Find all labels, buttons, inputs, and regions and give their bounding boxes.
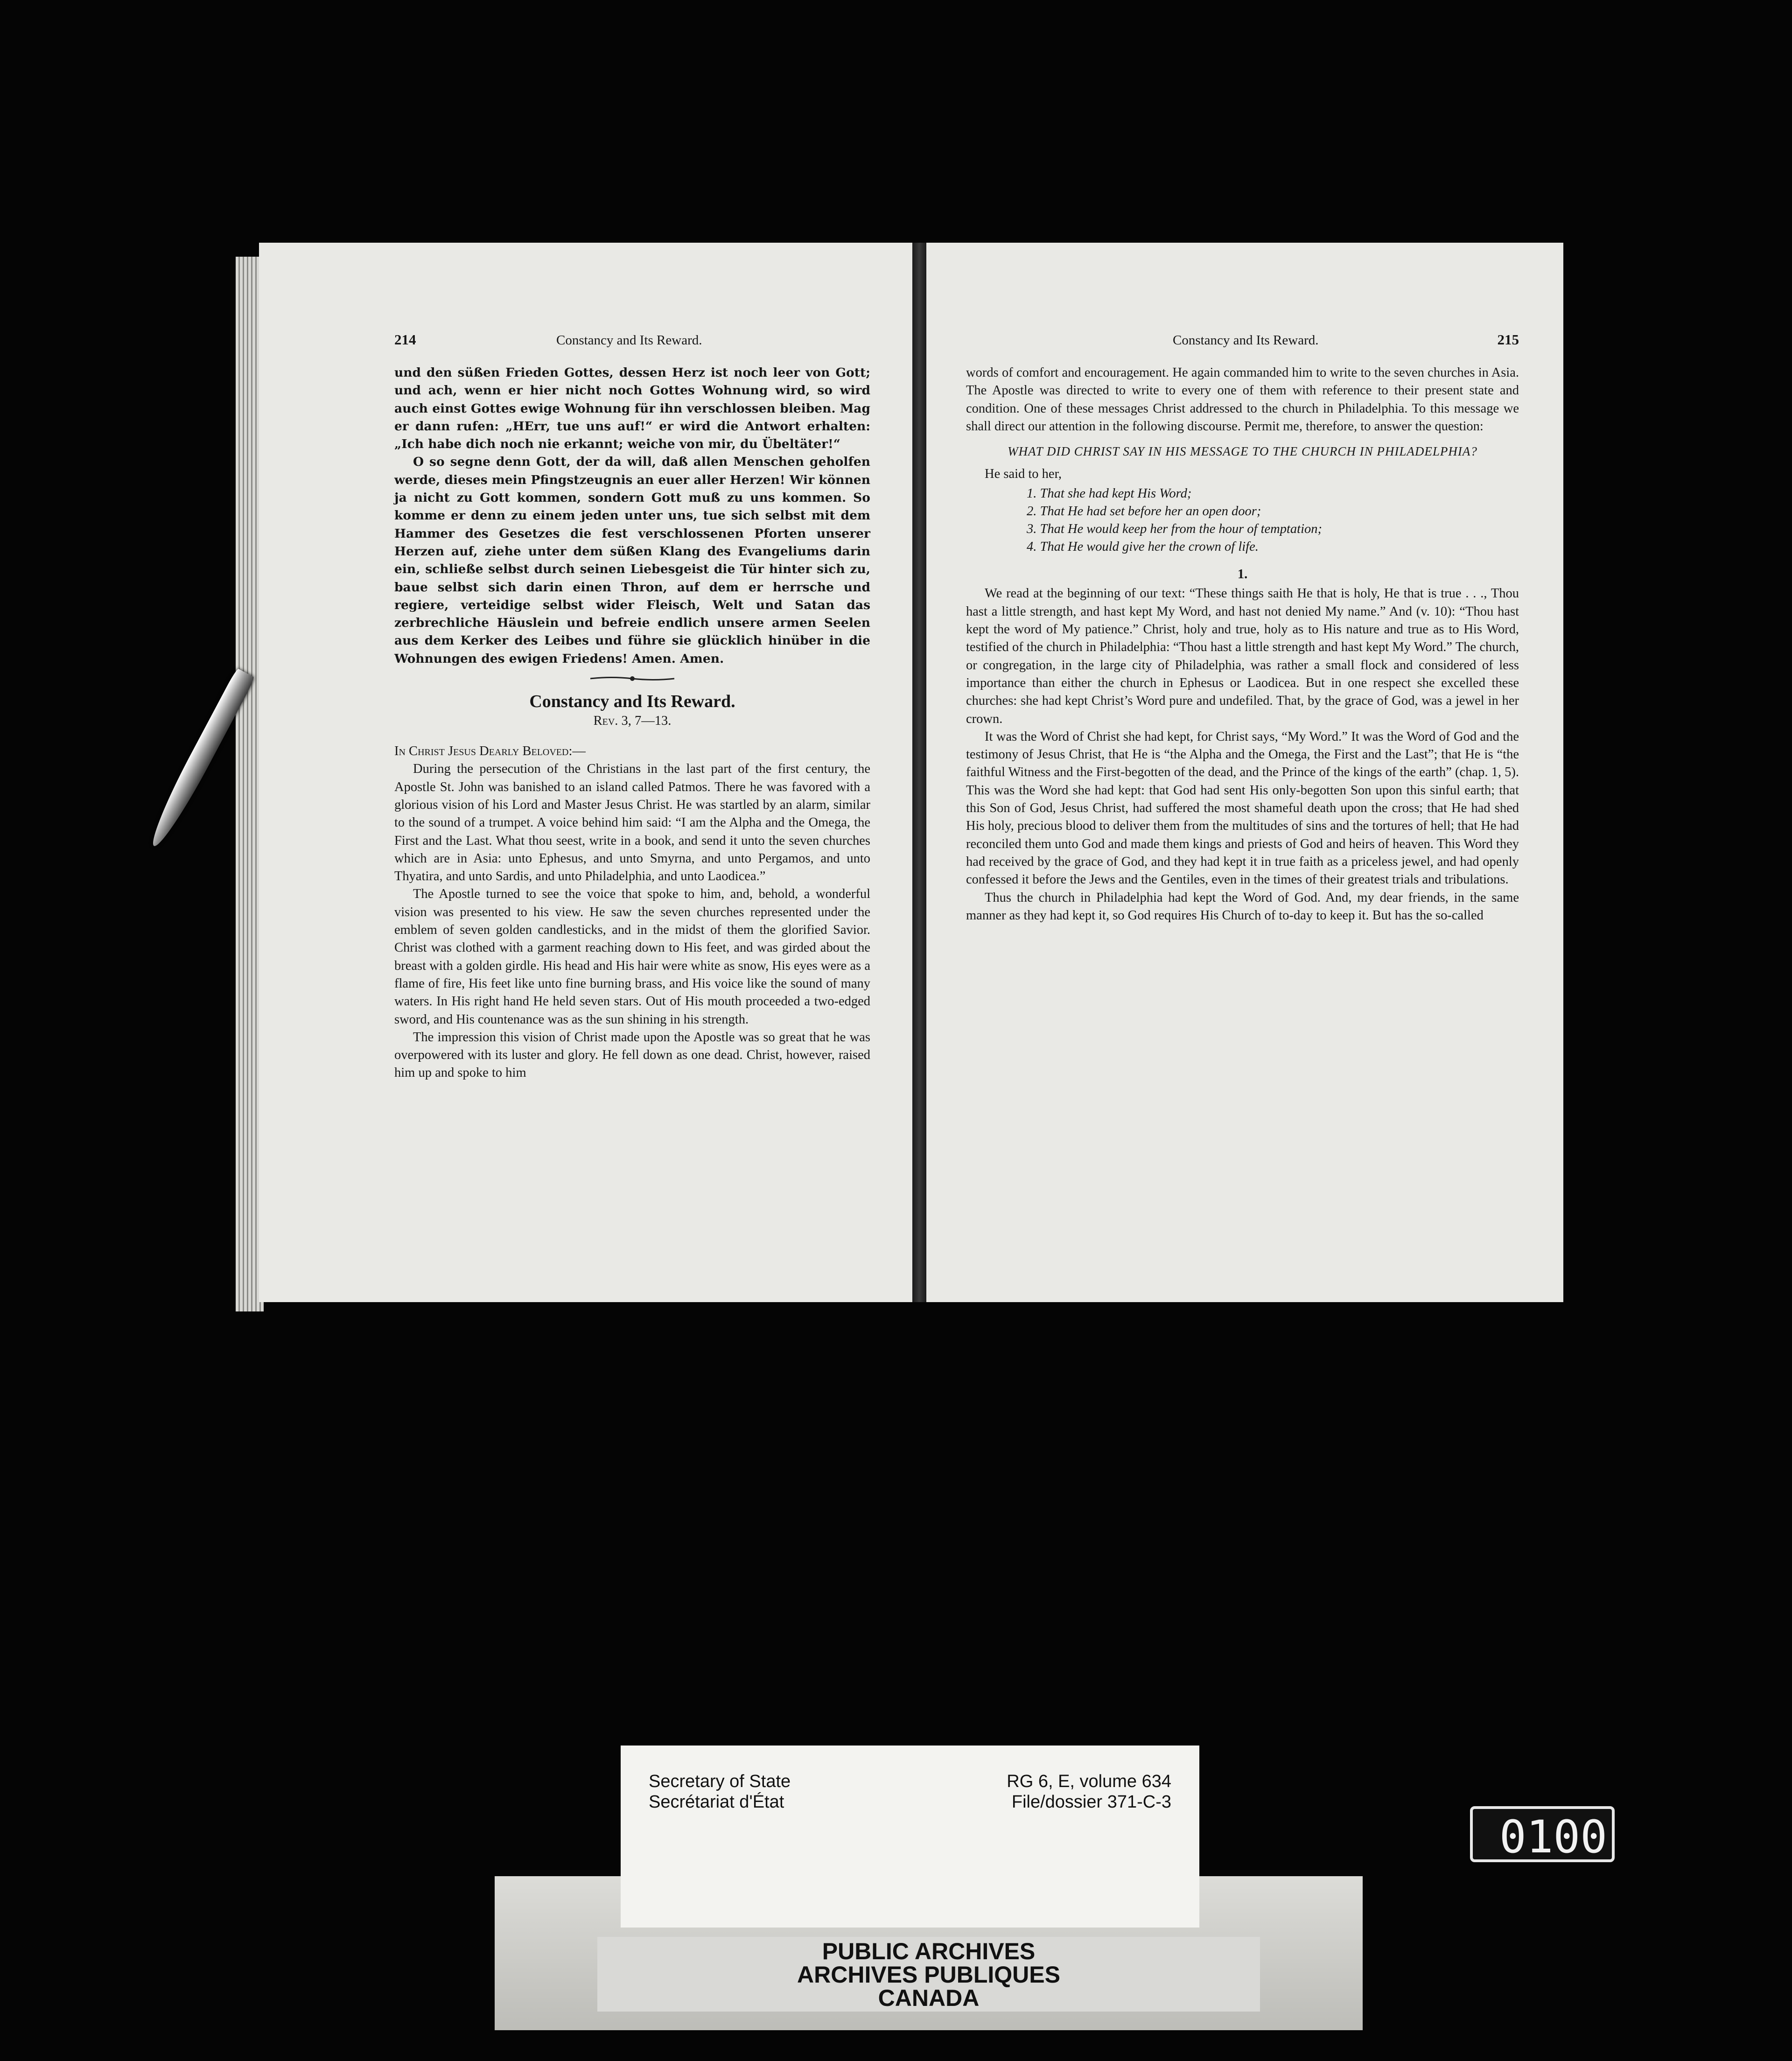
sermon-paragraph-6: It was the Word of Christ she had kept, for Christ says, “My Word.” It was the Word of God and the testimony of Jesus Christ, that He is “the Alpha and the Omega, the First and the Last”; that He is “the faithful Witness and the First-begotten of the dead, and the Prince of the kings of the earth” (chap. 1, 5). This was the Word she had kept: that God had sent His only-begotten Son upon this sinful earth; that this Son of God, Jesus Christ, had suffered the most shameful death upon the cross; that He had shed His holy, precious blood to deliver them from the multitudes of sins and the tortures of hell; that He had reconciled them unto God and made them kings and priests of God and heirs of heaven. This Word they had received by the grace of God, and they had kept it in true faith as a priceless jewel, and had openly confessed it before the Jews and the Gentiles, even in the times of their greatest trials and tribulations. — [966, 729, 1519, 887]
sermon-point: 3. That He would keep her from the hour of temptation; — [1027, 522, 1322, 537]
open-book — [236, 243, 1563, 1316]
section-title: Constancy and Its Reward. — [529, 692, 735, 712]
right-running-head — [966, 331, 1519, 348]
german-paragraph-2: O so segne denn Gott, der da will, daß allen Menschen geholfen werde, dieses mein Pfingstzeugnis an euer aller Herzen! Wir können ja nicht zu Gott kommen, sondern Gott muß zu uns kommen. So komme er denn zu einem jeden unter uns, tue sich selbst mit dem Hammer des Gesetzes die fest verschlossenen Pforten unserer Herzen auf, ziehe unter dem süßen Klang des Evangeliums darin ein, schließe selbst durch seinen Liebesgeist die Tür hinter sich zu, baue selbst sich darin einen Thron, auf dem er herrsche und regiere, verteidige selbst wider Fleisch, Welt und Satan das zerbrechliche Häuslein und befreie endlich unsere armen Seelen aus dem Kerker des Leibes und führe sie glücklich hinüber in die Wohnungen des ewigen Friedens! Amen. Amen. — [394, 455, 870, 666]
label-file: File/dossier 371-C-3 — [1011, 1792, 1171, 1812]
sermon-points — [1027, 485, 1519, 556]
scripture-reference: Rev. 3, 7—13. — [593, 714, 672, 729]
label-right — [1007, 1771, 1171, 1812]
running-head-right: Constancy and Its Reward. — [1173, 333, 1319, 348]
sermon-question: WHAT DID CHRIST SAY IN HIS MESSAGE TO THE CHURCH IN PHILADELPHIA? — [1008, 444, 1477, 459]
book-gutter — [912, 243, 926, 1302]
page-number-right: 215 — [1497, 331, 1519, 348]
page-number-left: 214 — [394, 331, 416, 348]
sermon-paragraph-3: The impression this vision of Christ made upon the Apostle was so great that he was overpowered with its luster and glory. He fell down as one dead. Christ, however, raised him up and spoke to him — [394, 1030, 870, 1080]
label-dept-fr: Secrétariat d'État — [649, 1792, 784, 1812]
stamp-line-2: ARCHIVES PUBLIQUES — [797, 1962, 1060, 1988]
label-dept-en: Secretary of State — [649, 1772, 791, 1791]
right-page — [926, 243, 1563, 1302]
part-number: 1. — [1237, 567, 1248, 582]
sermon-paragraph-5: We read at the beginning of our text: “These things saith He that is holy, He that is true . . ., Thou hast a little strength, and hast kept My Word, and hast not denied My name.” And (v. 10): “Thou hast kept the word of My patience.” Christ, holy and true, holy as to His nature and true as to His Word, testified of the church in Philadelphia: “Thou hast a little strength and hast kept My Word.” The church, or congregation, in the large city of Philadelphia, was rather a small flock and considered of less importance than either the church in Ephesus or Laodicea. But in one respect she excelled these churches: she had kept Christ’s Word pure and undefiled. That, by the grace of God, was a jewel in her crown. — [966, 586, 1519, 726]
salutation: In Christ Jesus Dearly Beloved:— — [394, 744, 586, 759]
sermon-point: 4. That He would give her the crown of life. — [1027, 540, 1259, 554]
stamp-line-1: PUBLIC ARCHIVES — [822, 1938, 1036, 1964]
sermon-paragraph-4: words of comfort and encouragement. He again commanded him to write to the seven churches in Asia. The Apostle was directed to write to every one of them with reference to their present state and condition. One of these messages Christ addressed to the church in Philadelphia. To this message we shall direct our attention in the following discourse. Permit me, therefore, to answer the question: — [966, 365, 1519, 434]
archive-stamp — [597, 1937, 1260, 2012]
left-running-head — [394, 331, 870, 348]
sermon-point: 1. That she had kept His Word; — [1027, 486, 1192, 501]
label-volume: RG 6, E, volume 634 — [1007, 1772, 1171, 1791]
sermon-paragraph-7: Thus the church in Philadelphia had kept the Word of God. And, my dear friends, in the same manner as they had kept it, so God requires His Church of to-day to keep it. But has the so-called — [966, 890, 1519, 923]
sermon-paragraph-1: During the persecution of the Christians in the last part of the first century, the Apostle St. John was banished to an island called Patmos. There he was favored with a glorious vision of his Lord and Master Jesus Christ. He was startled by an alarm, similar to the sound of a trumpet. A voice behind him said: “I am the Alpha and the Omega, the First and the Last. What thou seest, write in a book, and send it unto the seven churches which are in Asia: unto Ephesus, and unto Smyrna, and unto Pergamos, and unto Thyatira, and unto Sardis, and unto Philadelphia, and unto Laodicea.” — [394, 762, 870, 884]
left-page — [259, 243, 912, 1302]
sermon-point: 2. That He had set before her an open door; — [1027, 504, 1261, 519]
running-head-left: Constancy and Its Reward. — [556, 333, 702, 348]
stamp-line-3: CANADA — [878, 1985, 980, 2011]
ornament-divider — [590, 675, 674, 682]
sermon-paragraph-2: The Apostle turned to see the voice that spoke to him, and, behold, a wonderful vision was presented to his view. He saw the seven churches represented under the emblem of seven golden candlesticks, and in the midst of them the glorified Savior. Christ was clothed with a garment reaching down to His feet, and was girded about the breast with a golden girdle. His head and His hair were white as snow, His eyes were as a flame of fire, His feet like unto fine burning brass, and His voice like the sound of many waters. In His right hand He held seven stars. Out of His mouth proceeded a two-edged sword, and His countenance was as the sun shining in his strength. — [394, 887, 870, 1027]
frame-counter: 0100 — [1470, 1806, 1615, 1862]
label-left — [649, 1771, 791, 1812]
german-paragraph-1: und den süßen Frieden Gottes, dessen Herz ist noch leer von Gott; und ach, wenn er hier nicht noch Gottes Wohnung wird, so wird auch einst Gottes ewige Wohnung für ihn verschlossen bleiben. Mag er dann rufen: „HErr, tue uns auf!“ er wird die Antwort erhalten: „Ich habe dich noch nie erkannt; weiche von mir, du Übeltäter!“ — [394, 365, 870, 452]
archive-reference-label — [621, 1746, 1199, 1928]
said-line: He said to her, — [985, 467, 1062, 482]
